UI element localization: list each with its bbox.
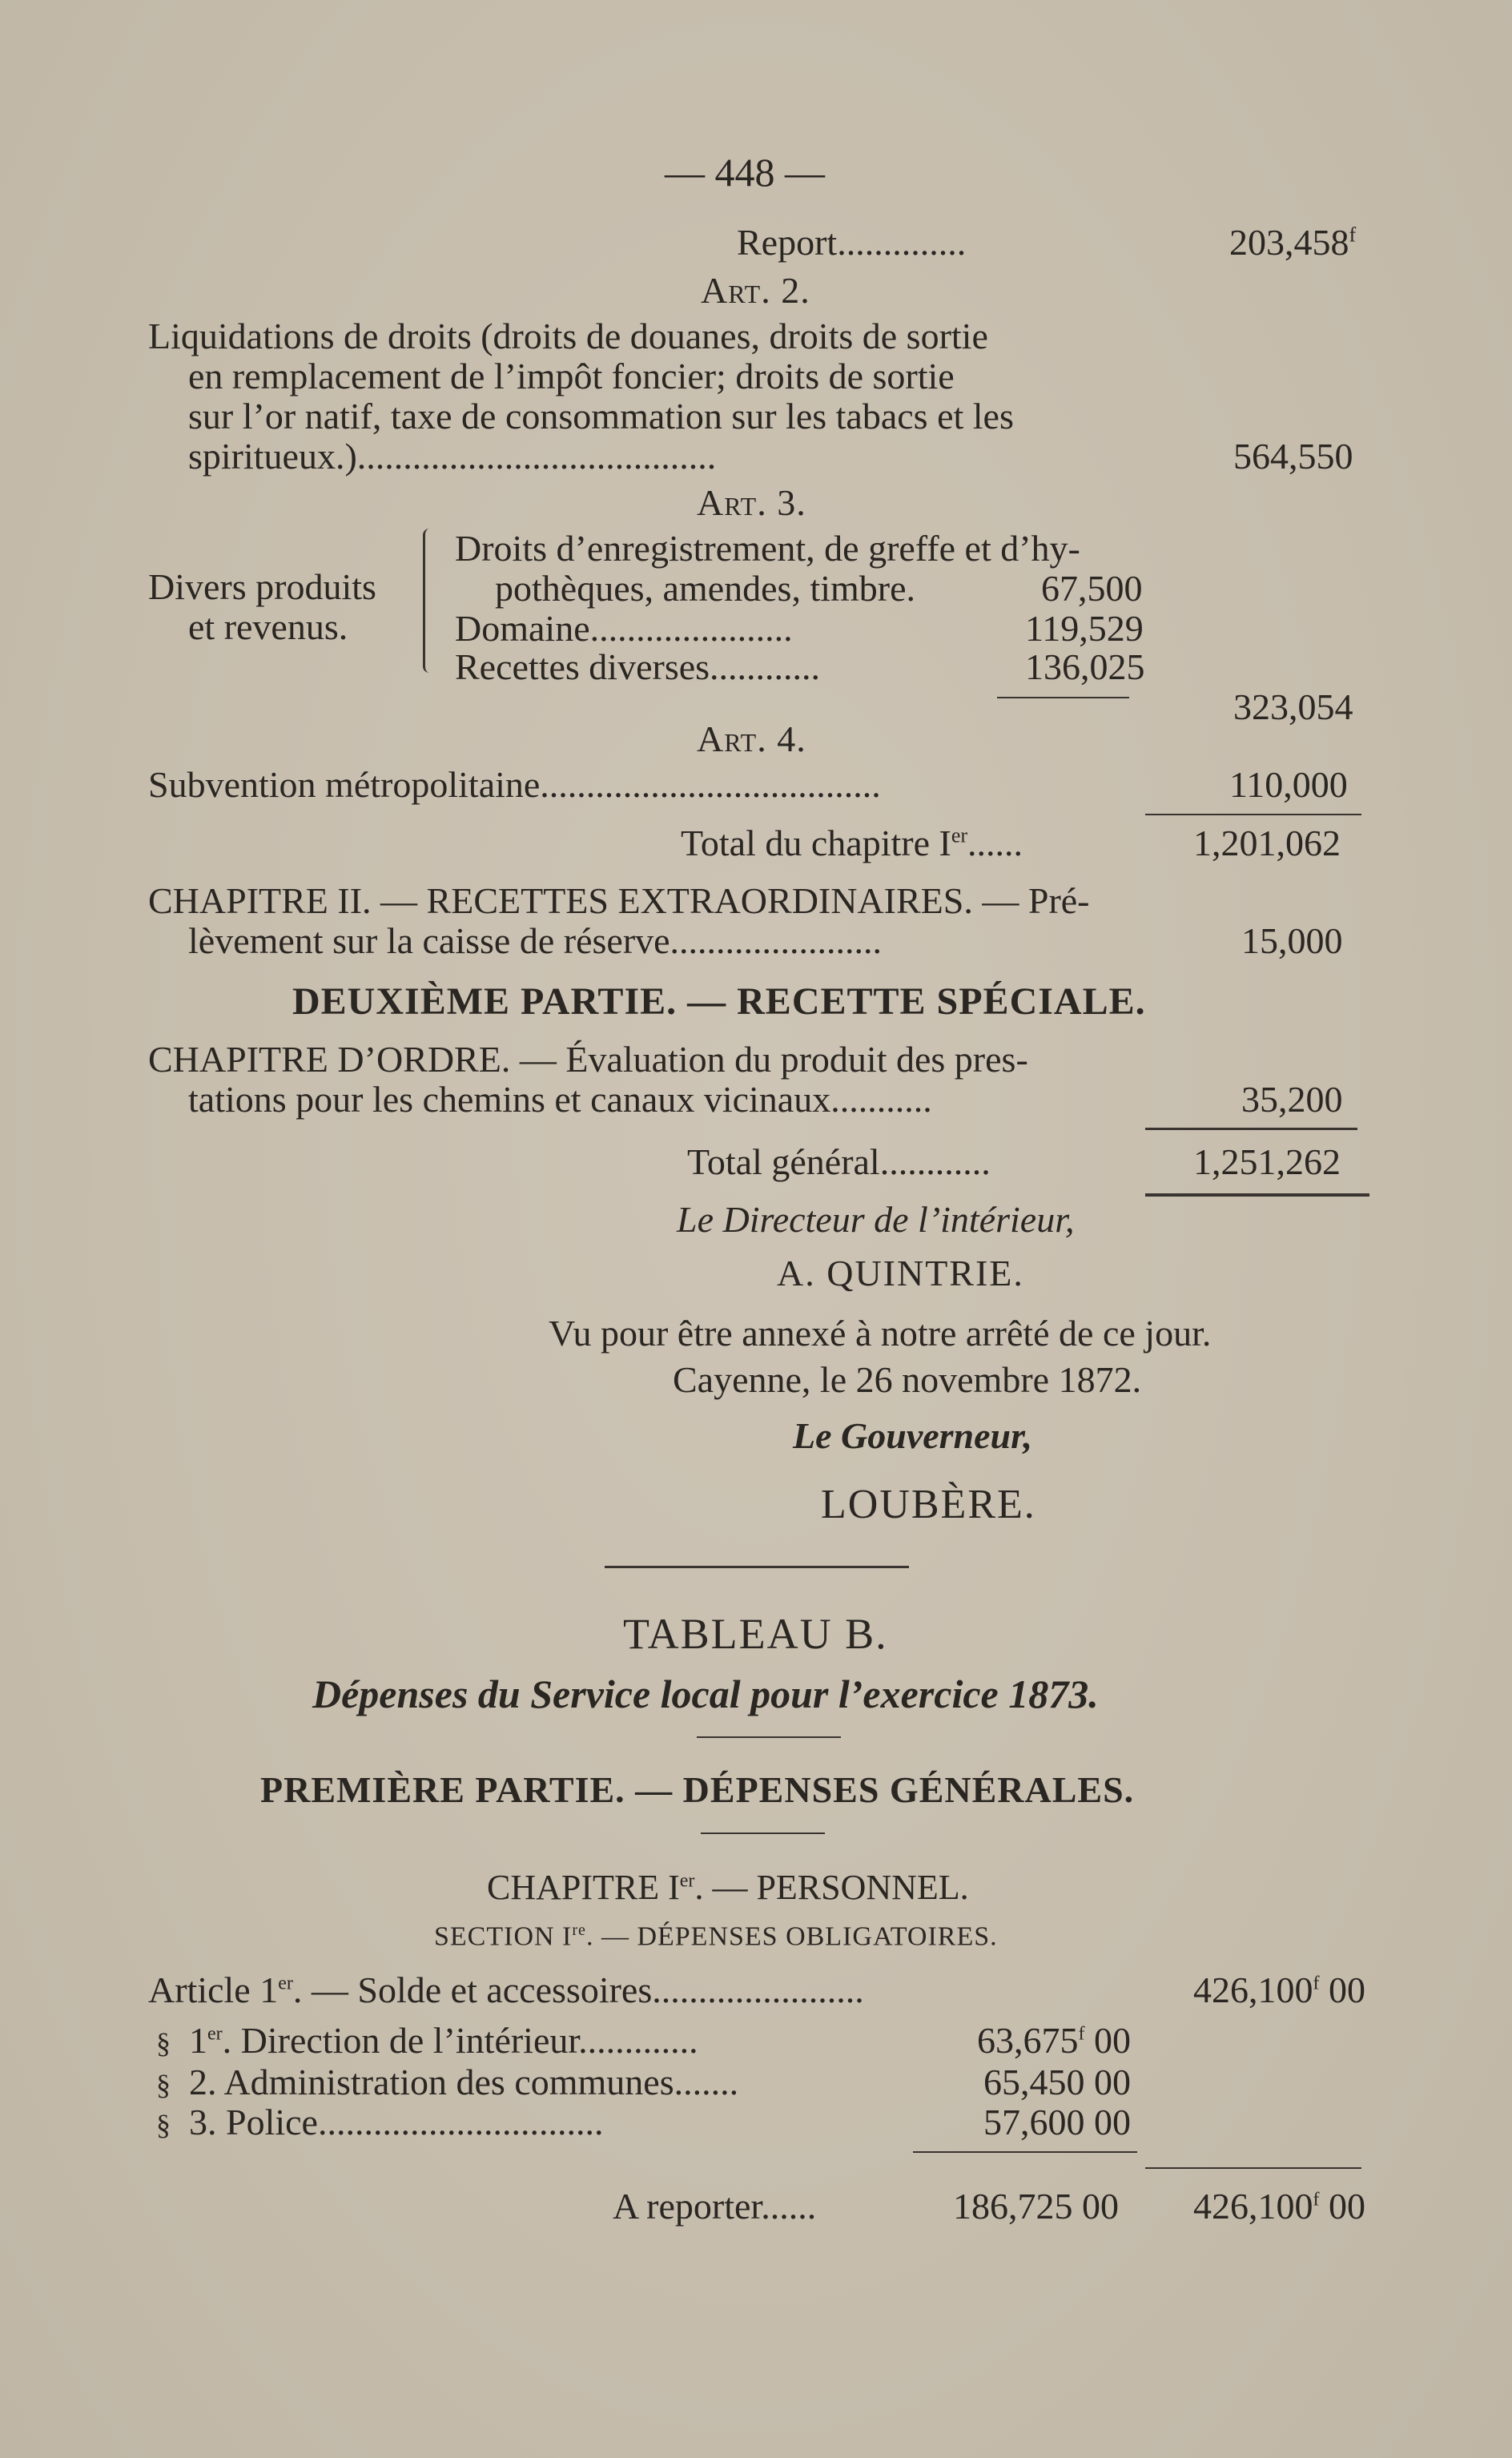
total-chapter1-label: Total du chapitre Ier...... [681, 823, 1023, 863]
chap2-value: 15,000 [1241, 920, 1343, 961]
separator-rule [605, 1566, 909, 1568]
paragraph-item: § 1er. Direction de l’intérieur............. [156, 2020, 698, 2061]
a-reporter-value2: 426,100$^f$ 00 [1193, 2186, 1365, 2227]
art4-heading: Art. 4. [697, 718, 806, 759]
subtitle-rule [697, 1736, 841, 1738]
art2-line: spiritueux.)....................................... [188, 436, 717, 477]
total-general-value: 1,251,262 [1193, 1141, 1341, 1182]
art2-value: 564,550 [1233, 436, 1353, 477]
art3-item3-label: Recettes diverses............ [455, 646, 821, 687]
article1-value: 426,100$^f$ 00 [1193, 1969, 1365, 2010]
part1-title: PREMIÈRE PARTIE. — DÉPENSES GÉNÉRALES. [260, 1769, 1135, 1810]
total-general-label: Total général............ [687, 1141, 991, 1182]
tableau-subtitle: Dépenses du Service local pour l’exercice 1873. [312, 1672, 1099, 1716]
report-value: 203,458$^f$ [1229, 222, 1357, 263]
place-date: Cayenne, le 26 novembre 1872. [673, 1359, 1142, 1400]
paragraph-item: § 2. Administration des communes....... [156, 2062, 739, 2102]
chapter1-title: CHAPITRE Ier. — PERSONNEL. [487, 1868, 969, 1907]
art3-item3-value: 136,025 [1025, 646, 1145, 687]
annex-note: Vu pour être annexé à notre arrêté de ce jour. [549, 1313, 1212, 1354]
paragraph-item: § 3. Police............................... [156, 2102, 604, 2142]
article1-label: Article 1er. — Solde et accessoires....................... [148, 1969, 864, 2010]
chap1-total-rule [1145, 814, 1361, 815]
art3-item2-value: 119,529 [1025, 608, 1144, 649]
art2-line: en remplacement de l’impôt foncier; droits de sortie [188, 356, 955, 396]
report-label: Report.............. [737, 222, 967, 263]
art3-subtotal-rule [997, 697, 1129, 698]
chap-ordre-value: 35,200 [1241, 1079, 1343, 1120]
art3-item1-line: pothèques, amendes, timbre. [495, 568, 916, 609]
signature1-title: Le Directeur de l’intérieur, [677, 1199, 1075, 1240]
chap-ordre-line: tations pour les chemins et canaux vicinaux........... [188, 1079, 932, 1120]
art3-heading: Art. 3. [697, 482, 806, 523]
art3-brace [423, 529, 432, 673]
chap-ordre-line: CHAPITRE D’ORDRE. — Évaluation du produit des pres- [148, 1039, 1028, 1080]
art4-value: 110,000 [1229, 764, 1348, 805]
section1-title: SECTION Ire. — DÉPENSES OBLIGATOIRES. [434, 1921, 998, 1952]
tableau-title: TABLEAU B. [623, 1610, 888, 1658]
paragraph-value: 63,675$^f$ 00 [977, 2020, 1131, 2061]
art3-item2-label: Domaine...................... [455, 608, 793, 649]
signature2-title: Le Gouverneur, [793, 1415, 1032, 1456]
signature1-name: A. QUINTRIE. [777, 1253, 1024, 1293]
art3-item1-value: 67,500 [1041, 568, 1143, 609]
total-chapter1-value: 1,201,062 [1193, 823, 1341, 863]
art3-item1-line: Droits d’enregistrement, de greffe et d’hy- [455, 528, 1080, 569]
chap2-line: lèvement sur la caisse de réserve....................... [188, 920, 883, 961]
art2-line: Liquidations de droits (droits de douanes, droits de sortie [148, 316, 988, 356]
part2-title: DEUXIÈME PARTIE. — RECETTE SPÉCIALE. [292, 980, 1146, 1023]
total-general-rule-bottom [1145, 1193, 1369, 1197]
subtotal-rule [913, 2151, 1137, 2153]
art2-line: sur l’or natif, taxe de consommation sur les tabacs et les [188, 396, 1014, 436]
art2-heading: Art. 2. [701, 270, 810, 311]
a-reporter-value1: 186,725 00 [953, 2186, 1119, 2227]
paragraph-value: 57,600 00 [983, 2102, 1131, 2142]
art4-label: Subvention métropolitaine..................................... [148, 764, 881, 805]
art3-group-label: et revenus. [188, 606, 348, 647]
page-number: — 448 — [665, 150, 825, 195]
art3-total: 323,054 [1233, 686, 1353, 727]
art3-group-label: Divers produits [148, 566, 376, 607]
paragraph-value: 65,450 00 [983, 2062, 1131, 2102]
total-general-rule-top [1145, 1128, 1357, 1130]
signature2-name: LOUBÈRE. [821, 1482, 1036, 1527]
part1-rule [701, 1832, 825, 1834]
chap2-line: CHAPITRE II. — RECETTES EXTRAORDINAIRES. — Pré- [148, 880, 1090, 921]
subtotal-rule [1145, 2167, 1361, 2169]
a-reporter-label: A reporter...... [613, 2186, 817, 2227]
